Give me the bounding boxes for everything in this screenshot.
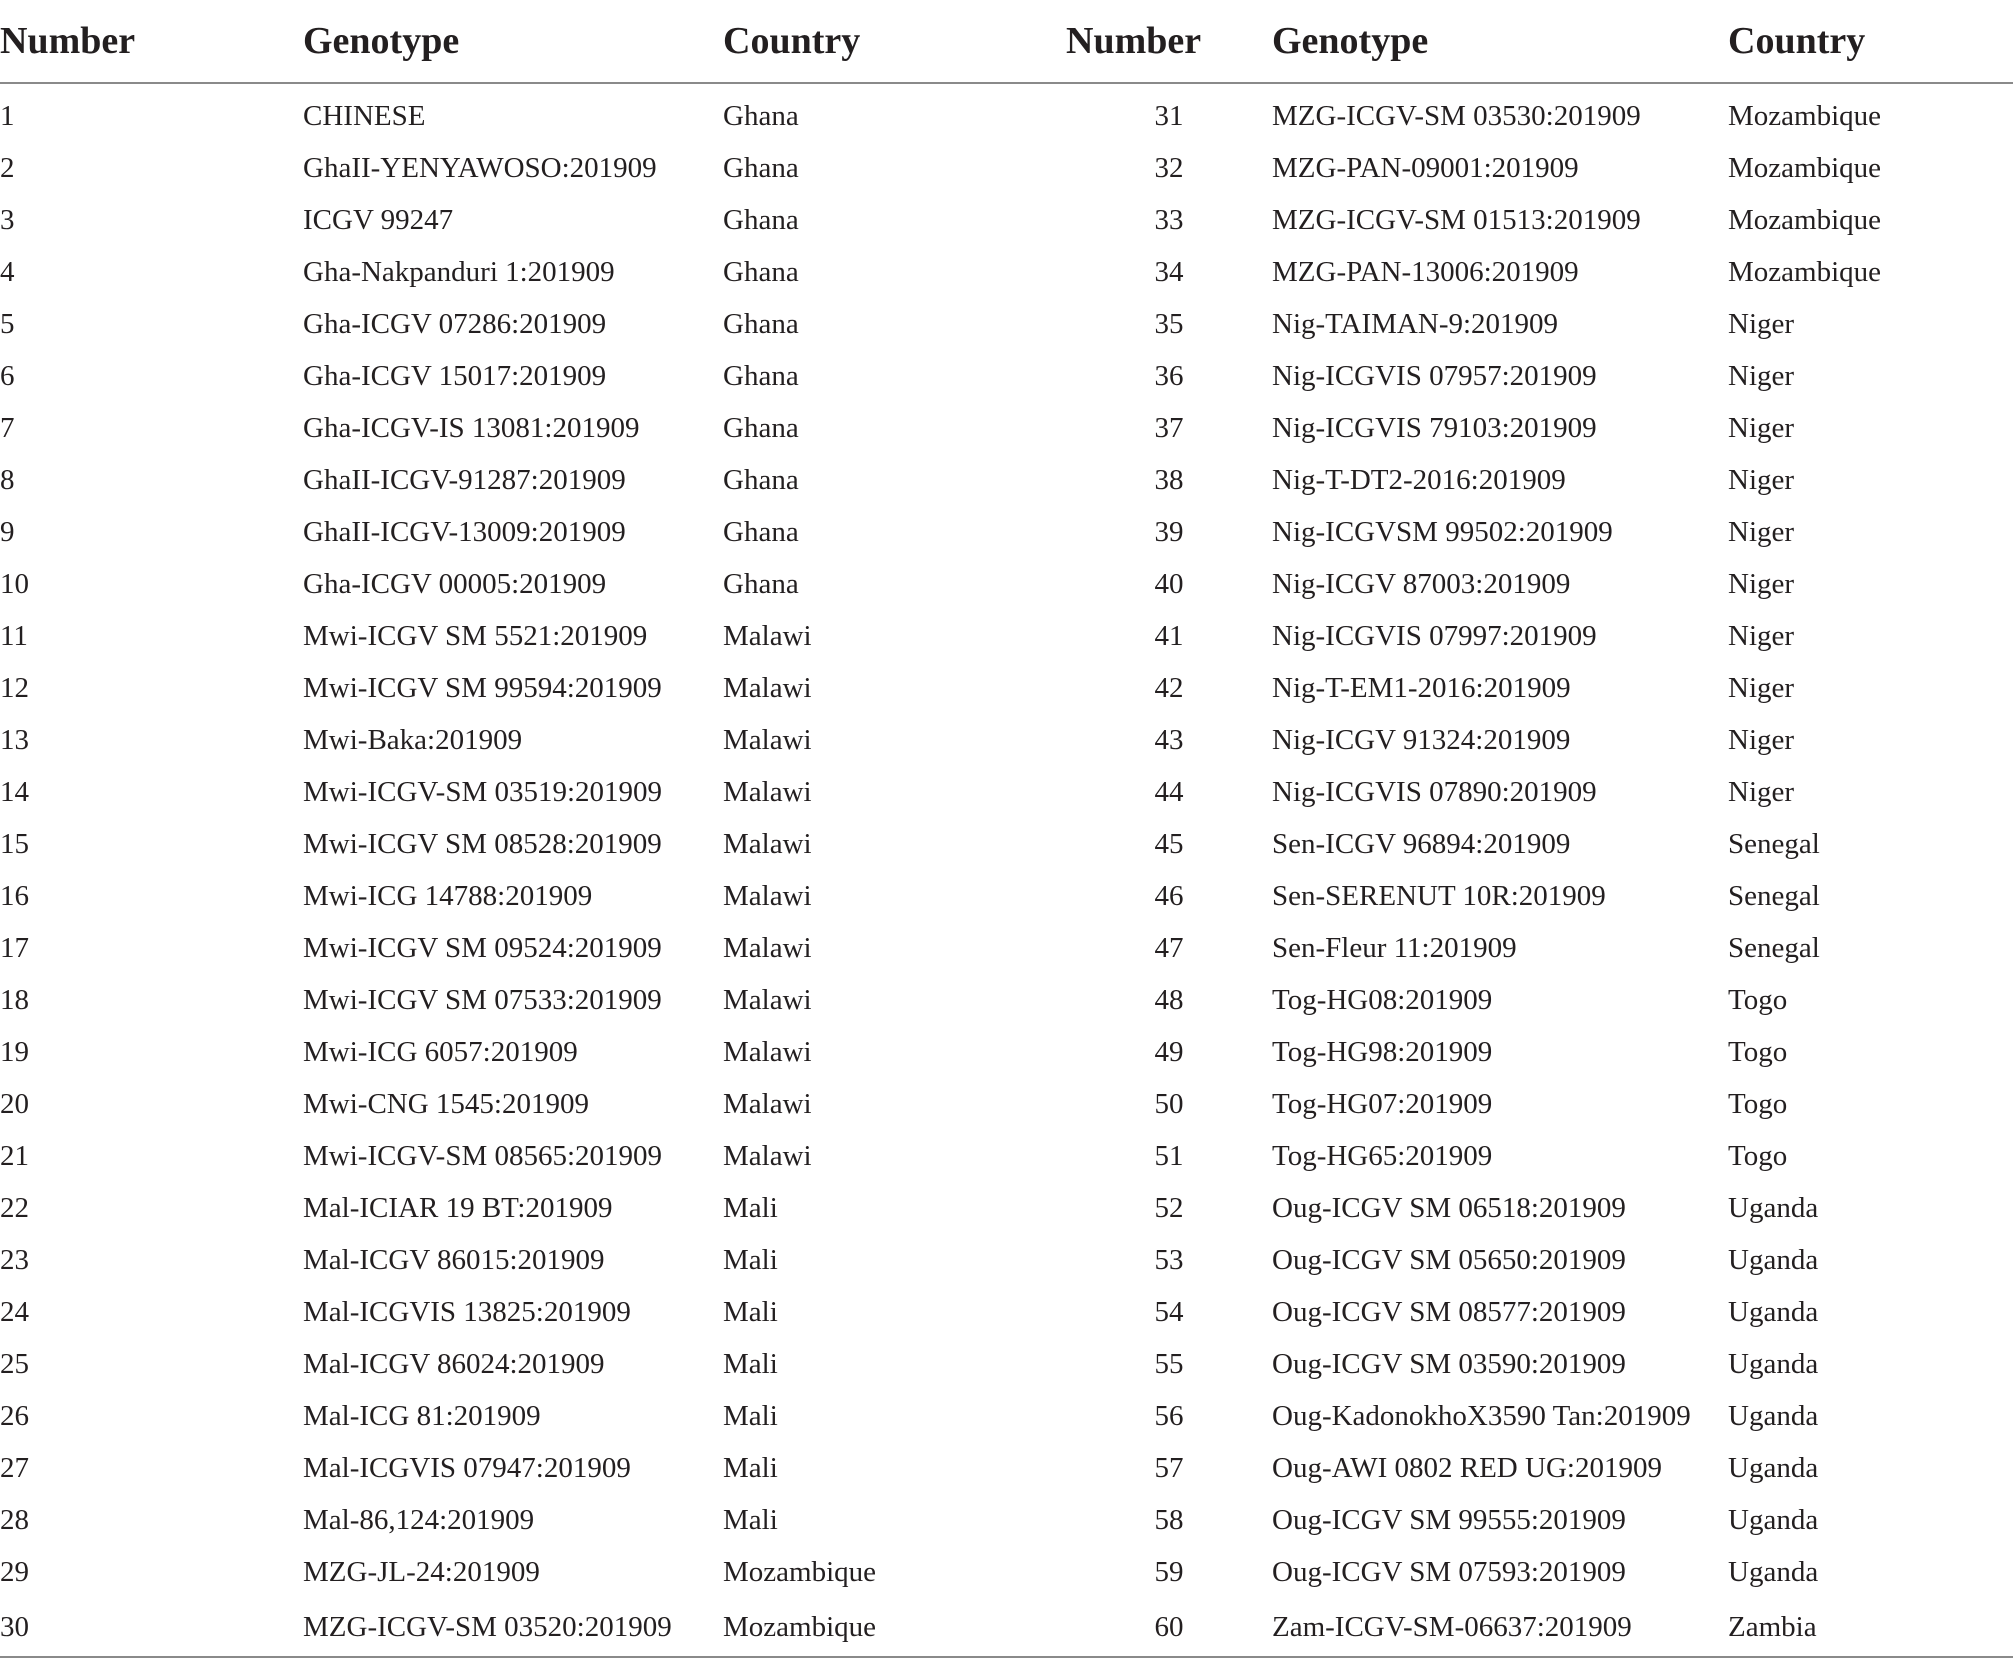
table-row [0,454,2013,506]
cell-genotype-right: Oug-AWI 0802 RED UG:201909 [1272,1451,1662,1484]
cell-country-left: Ghana [723,515,799,548]
cell-number-right: 32 [1154,151,1184,184]
cell-number-left: 4 [0,255,15,288]
cell-number-left: 28 [0,1503,29,1536]
cell-number-left: 17 [0,931,29,964]
table-row [0,662,2013,714]
cell-number-right: 34 [1154,255,1184,288]
table-row [0,1598,2013,1657]
cell-genotype-right: Nig-ICGV 87003:201909 [1272,567,1571,600]
cell-number-left: 14 [0,775,29,808]
cell-genotype-right: Zam-ICGV-SM-06637:201909 [1272,1598,1728,1657]
cell-country-left: Ghana [723,255,799,288]
header-row [0,0,2013,83]
cell-genotype-left: MZG-ICGV-SM 03520:201909 [303,1598,723,1657]
cell-number-right: 51 [1154,1139,1184,1172]
cell-genotype-left: Gha-ICGV 15017:201909 [303,359,607,392]
cell-country-right: Niger [1728,463,1795,496]
cell-number-right: 48 [1154,983,1184,1016]
cell-genotype-left: Gha-ICGV 07286:201909 [303,307,607,340]
cell-number-right: 58 [1154,1503,1184,1536]
cell-genotype-left: Mwi-ICGV SM 07533:201909 [303,983,662,1016]
cell-country-left: Ghana [723,151,799,184]
cell-genotype-left: Mwi-ICGV-SM 08565:201909 [303,1139,663,1172]
cell-genotype-left: Mwi-ICG 14788:201909 [303,879,593,912]
cell-genotype-right: Oug-ICGV SM 03590:201909 [1272,1347,1626,1380]
table-body [0,83,2013,1657]
cell-genotype-right: Sen-Fleur 11:201909 [1272,931,1517,964]
table-row [0,194,2013,246]
cell-genotype-left: Mwi-ICGV SM 08528:201909 [303,827,662,860]
cell-genotype-right: MZG-PAN-13006:201909 [1272,255,1579,288]
cell-genotype-right: Nig-T-EM1-2016:201909 [1272,671,1571,704]
cell-country-left: Ghana [723,203,799,236]
cell-country-left: Ghana [723,307,799,340]
cell-number-left: 15 [0,827,29,860]
cell-genotype-right: Nig-ICGV 91324:201909 [1272,723,1571,756]
cell-genotype-left: Gha-ICGV-IS 13081:201909 [303,411,640,444]
cell-number-right: 37 [1154,411,1184,444]
cell-number-right: 57 [1154,1451,1184,1484]
cell-number-left: 13 [0,723,29,756]
cell-country-right: Uganda [1728,1399,1819,1432]
cell-country-left: Ghana [723,463,799,496]
cell-number-right: 55 [1154,1347,1184,1380]
table-row [0,246,2013,298]
header-genotype-left: Genotype [303,0,723,83]
cell-number-left: 9 [0,515,15,548]
cell-number-right: 36 [1154,359,1184,392]
table-row [0,1078,2013,1130]
cell-genotype-right: Oug-ICGV SM 99555:201909 [1272,1503,1626,1536]
cell-country-right: Niger [1728,619,1795,652]
cell-number-right: 40 [1154,567,1184,600]
cell-number-left: 12 [0,671,29,704]
cell-country-right: Uganda [1728,1347,1819,1380]
cell-country-left: Ghana [723,99,799,132]
cell-number-right: 41 [1154,619,1184,652]
cell-number-left: 8 [0,463,15,496]
cell-country-right: Togo [1728,983,1788,1016]
cell-country-right: Niger [1728,411,1795,444]
table-row [0,922,2013,974]
cell-country-left: Ghana [723,411,799,444]
cell-genotype-left: Mwi-CNG 1545:201909 [303,1087,589,1120]
table-row [0,350,2013,402]
cell-country-left: Malawi [723,879,812,912]
cell-country-right: Togo [1728,1139,1788,1172]
cell-number-right: 42 [1154,671,1184,704]
cell-country-right: Mozambique [1728,255,1882,288]
cell-number-right: 56 [1154,1399,1184,1432]
table-row [0,558,2013,610]
table-row [0,974,2013,1026]
cell-genotype-right: Nig-ICGVIS 07890:201909 [1272,775,1597,808]
table-row [0,83,2013,142]
cell-genotype-right: Nig-T-DT2-2016:201909 [1272,463,1566,496]
table-row [0,1286,2013,1338]
header-number-right: Number [1066,0,1272,83]
cell-country-right: Senegal [1728,931,1820,964]
cell-country-right: Uganda [1728,1243,1819,1276]
cell-country-left: Mali [723,1295,778,1328]
cell-number-right: 54 [1154,1295,1184,1328]
cell-country-right: Senegal [1728,827,1820,860]
table-row [0,1494,2013,1546]
table-row [0,402,2013,454]
cell-country-right: Uganda [1728,1191,1819,1224]
table-row [0,1182,2013,1234]
cell-number-left: 11 [0,619,28,652]
cell-country-left: Ghana [723,567,799,600]
cell-country-right: Niger [1728,307,1795,340]
cell-country-left: Malawi [723,931,812,964]
table-row [0,766,2013,818]
cell-genotype-right: Oug-ICGV SM 05650:201909 [1272,1243,1626,1276]
cell-number-left: 26 [0,1399,29,1432]
header-country-right: Country [1728,0,2013,83]
cell-number-left: 5 [0,307,15,340]
cell-number-left: 1 [0,99,15,132]
cell-country-right: Uganda [1728,1503,1819,1536]
cell-number-right: 52 [1154,1191,1184,1224]
cell-genotype-right: Sen-SERENUT 10R:201909 [1272,879,1606,912]
cell-genotype-left: Mal-ICGV 86024:201909 [303,1347,605,1380]
cell-genotype-left: Mal-ICGV 86015:201909 [303,1243,605,1276]
cell-number-left: 2 [0,151,15,184]
cell-country-left: Mali [723,1347,778,1380]
cell-genotype-right: Nig-ICGVSM 99502:201909 [1272,515,1613,548]
cell-country-left: Malawi [723,1087,812,1120]
cell-genotype-left: Mwi-ICG 6057:201909 [303,1035,578,1068]
cell-genotype-right: Oug-KadonokhoX3590 Tan:201909 [1272,1399,1691,1432]
cell-number-right: 38 [1154,463,1184,496]
cell-genotype-right: MZG-ICGV-SM 01513:201909 [1272,203,1641,236]
cell-country-right: Uganda [1728,1295,1819,1328]
cell-genotype-left: GhaII-YENYAWOSO:201909 [303,151,657,184]
cell-number-right: 33 [1154,203,1184,236]
table-row [0,714,2013,766]
cell-genotype-left: Gha-ICGV 00005:201909 [303,567,607,600]
cell-genotype-right: Tog-HG08:201909 [1272,983,1493,1016]
cell-country-left: Ghana [723,359,799,392]
cell-number-left: 23 [0,1243,29,1276]
cell-country-left: Malawi [723,671,812,704]
cell-genotype-left: Mwi-Baka:201909 [303,723,523,756]
cell-number-right: 45 [1154,827,1184,860]
cell-country-left: Mali [723,1451,778,1484]
cell-number-right: 47 [1154,931,1184,964]
cell-number-left: 18 [0,983,29,1016]
cell-genotype-right: MZG-PAN-09001:201909 [1272,151,1579,184]
header-genotype-right: Genotype [1272,0,1728,83]
cell-genotype-left: Mal-ICIAR 19 BT:201909 [303,1191,613,1224]
cell-genotype-right: Tog-HG07:201909 [1272,1087,1493,1120]
cell-number-left: 30 [0,1598,303,1657]
cell-number-right: 35 [1154,307,1184,340]
cell-genotype-right: Nig-TAIMAN-9:201909 [1272,307,1559,340]
cell-number-right: 44 [1154,775,1184,808]
table-row [0,1338,2013,1390]
cell-genotype-left: Mal-ICGVIS 13825:201909 [303,1295,631,1328]
cell-genotype-right: Oug-ICGV SM 07593:201909 [1272,1555,1626,1588]
cell-country-right: Togo [1728,1087,1788,1120]
cell-genotype-left: CHINESE [303,99,426,132]
cell-genotype-right: Oug-ICGV SM 08577:201909 [1272,1295,1626,1328]
cell-number-right: 50 [1154,1087,1184,1120]
cell-number-left: 24 [0,1295,29,1328]
cell-number-left: 16 [0,879,29,912]
cell-country-right: Togo [1728,1035,1788,1068]
cell-number-left: 6 [0,359,15,392]
cell-number-left: 29 [0,1555,29,1588]
table-row [0,506,2013,558]
cell-genotype-left: Mwi-ICGV-SM 03519:201909 [303,775,663,808]
cell-number-left: 25 [0,1347,29,1380]
cell-country-right: Zambia [1728,1598,2013,1657]
cell-number-left: 22 [0,1191,29,1224]
cell-genotype-right: Nig-ICGVIS 07957:201909 [1272,359,1597,392]
cell-number-left: 7 [0,411,15,444]
table-row [0,142,2013,194]
cell-number-left: 19 [0,1035,29,1068]
cell-genotype-left: MZG-JL-24:201909 [303,1555,540,1588]
cell-country-left: Malawi [723,1035,812,1068]
header-country-left: Country [723,0,1066,83]
cell-country-right: Mozambique [1728,99,1882,132]
cell-genotype-left: Mwi-ICGV SM 5521:201909 [303,619,648,652]
cell-country-left: Malawi [723,1139,812,1172]
table-row [0,1390,2013,1442]
cell-number-right: 46 [1154,879,1184,912]
cell-country-left: Mozambique [723,1598,1066,1657]
cell-number-left: 10 [0,567,29,600]
cell-number-right: 49 [1154,1035,1184,1068]
cell-number-left: 21 [0,1139,29,1172]
cell-country-left: Mali [723,1399,778,1432]
header-number-left: Number [0,0,303,83]
cell-country-right: Niger [1728,567,1795,600]
cell-number-left: 3 [0,203,15,236]
cell-country-left: Malawi [723,723,812,756]
cell-country-left: Malawi [723,983,812,1016]
cell-country-right: Niger [1728,775,1795,808]
cell-genotype-left: Mwi-ICGV SM 99594:201909 [303,671,662,704]
cell-genotype-left: Mal-ICGVIS 07947:201909 [303,1451,631,1484]
cell-genotype-left: Mal-86,124:201909 [303,1503,535,1536]
cell-country-left: Malawi [723,775,812,808]
table-row [0,1026,2013,1078]
cell-number-right: 31 [1154,99,1184,132]
cell-country-left: Mali [723,1243,778,1276]
cell-country-left: Mali [723,1503,778,1536]
table-row [0,870,2013,922]
cell-genotype-right: Tog-HG98:201909 [1272,1035,1493,1068]
table-row [0,1130,2013,1182]
cell-genotype-left: Gha-Nakpanduri 1:201909 [303,255,615,288]
cell-number-right: 60 [1066,1598,1272,1657]
cell-country-right: Senegal [1728,879,1820,912]
cell-genotype-left: GhaII-ICGV-13009:201909 [303,515,626,548]
cell-country-right: Niger [1728,671,1795,704]
cell-number-left: 20 [0,1087,29,1120]
cell-country-right: Mozambique [1728,151,1882,184]
cell-country-right: Uganda [1728,1555,1819,1588]
cell-genotype-left: ICGV 99247 [303,203,454,236]
cell-country-right: Mozambique [1728,203,1882,236]
cell-genotype-right: Nig-ICGVIS 07997:201909 [1272,619,1597,652]
cell-country-left: Mali [723,1191,778,1224]
cell-country-right: Niger [1728,515,1795,548]
table-row [0,610,2013,662]
cell-country-left: Malawi [723,619,812,652]
cell-country-right: Uganda [1728,1451,1819,1484]
cell-country-right: Niger [1728,723,1795,756]
table-row [0,818,2013,870]
cell-genotype-left: Mal-ICG 81:201909 [303,1399,541,1432]
cell-country-left: Malawi [723,827,812,860]
cell-number-left: 27 [0,1451,29,1484]
cell-genotype-right: Oug-ICGV SM 06518:201909 [1272,1191,1626,1224]
table-header [0,0,2013,83]
cell-genotype-right: MZG-ICGV-SM 03530:201909 [1272,99,1641,132]
cell-genotype-right: Tog-HG65:201909 [1272,1139,1493,1172]
cell-genotype-right: Sen-ICGV 96894:201909 [1272,827,1571,860]
table-row [0,298,2013,350]
cell-number-right: 59 [1154,1555,1184,1588]
cell-number-right: 53 [1154,1243,1184,1276]
cell-number-right: 39 [1154,515,1184,548]
cell-country-right: Niger [1728,359,1795,392]
table-row [0,1234,2013,1286]
cell-country-left: Mozambique [723,1555,877,1588]
cell-genotype-left: GhaII-ICGV-91287:201909 [303,463,626,496]
cell-genotype-left: Mwi-ICGV SM 09524:201909 [303,931,662,964]
table-row [0,1442,2013,1494]
cell-number-right: 43 [1154,723,1184,756]
cell-genotype-right: Nig-ICGVIS 79103:201909 [1272,411,1597,444]
table-row [0,1546,2013,1598]
